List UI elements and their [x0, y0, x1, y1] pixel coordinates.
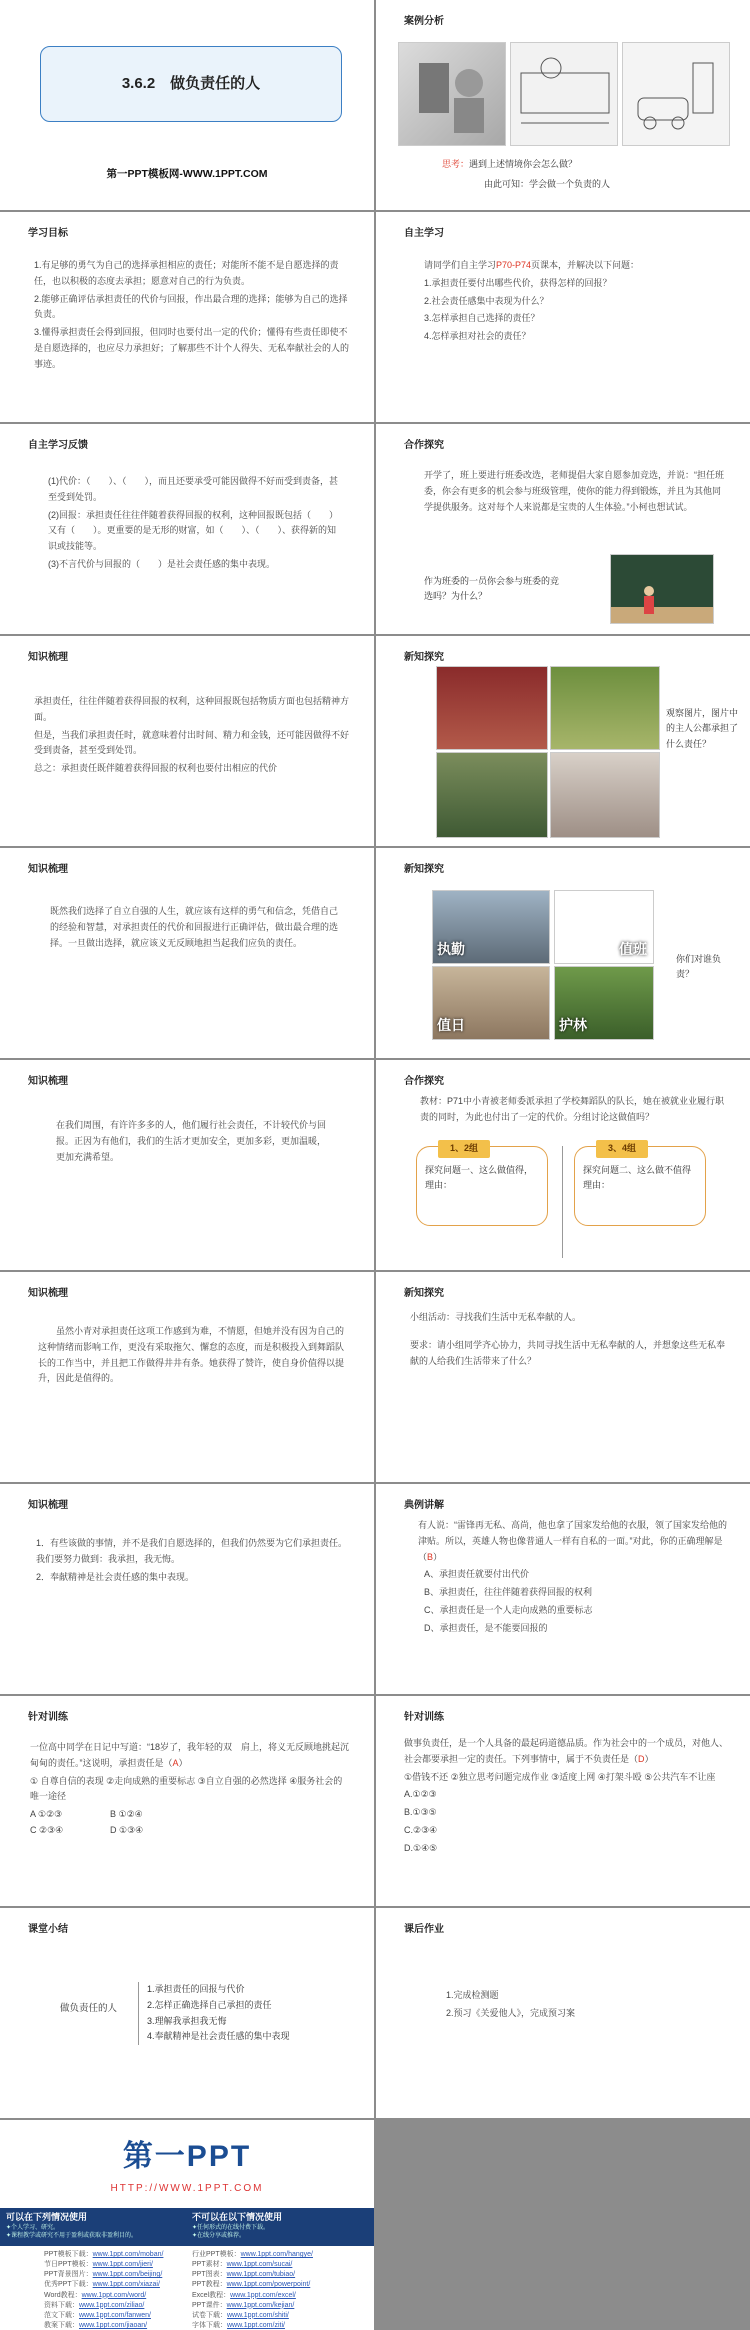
- cannot-use-item: ✦任何形式的在线付费下载。: [192, 2225, 270, 2231]
- option: D.①④⑤: [404, 1842, 438, 1853]
- link-label: PPT模板下载：: [44, 2251, 93, 2258]
- example-body: [418, 1518, 728, 1638]
- inquiry-question: 作为班委的一员你会参与班委的竞选吗？为什么？: [424, 576, 560, 602]
- slide-heading: 课堂小结: [28, 1924, 68, 1935]
- homework-item: 1.完成检测题: [446, 1990, 499, 2000]
- knowledge-paragraph: 承担责任，往往伴随着获得回报的权利，这种回报既包括物质方面也包括精神方面。: [34, 696, 350, 722]
- homework-item: 2.预习《关爱他人》，完成预习案: [446, 2007, 576, 2018]
- knowledge-body: [36, 1536, 350, 1587]
- link-url[interactable]: www.1ppt.com/powerpoint/: [226, 2281, 311, 2289]
- question-item: 3.怎样承担自己选择的责任？: [424, 313, 540, 324]
- links-right: [192, 2250, 313, 2330]
- slide-cooperative-inquiry-2: [376, 1060, 750, 1270]
- photo-duty: [432, 890, 550, 964]
- statement: ① 自尊自信的表现 ②走向成熟的重要标志 ③自立自强的必然选择 ④服务社会的唯一途径: [30, 1775, 343, 1802]
- slide-learning-goals: [0, 212, 374, 422]
- practice-question: [404, 1736, 730, 1768]
- option: B、承担责任，往往伴随着获得回报的权利: [424, 1587, 593, 1597]
- slide-heading: 知识梳理: [28, 1076, 68, 1087]
- option: A、承担责任就要付出代价: [424, 1569, 530, 1580]
- label-cleaning: 值日: [437, 1017, 465, 1034]
- slide-self-study: [376, 212, 750, 422]
- label-forest: 护林: [559, 1017, 587, 1034]
- link-label: 范文下载：: [44, 2311, 79, 2319]
- link-label: PPT背景图片：: [44, 2271, 93, 2279]
- summary-item: 3.理解我承担我无悔: [147, 2015, 227, 2026]
- activity-text: 小组活动：寻找我们生活中无私奉献的人。: [410, 1312, 582, 1322]
- logo-text: 第一PPT: [122, 2140, 252, 2173]
- link-label: PPT图表：: [192, 2271, 227, 2279]
- slide-practice-1: [0, 1696, 374, 1906]
- observe-question: 观察图片，图片中的主人公都承担了什么责任？: [666, 708, 739, 749]
- slide-heading: 新知探究: [404, 652, 444, 663]
- sketch-icon: [623, 43, 730, 146]
- intro-line: [424, 258, 726, 274]
- option: C ②③④: [30, 1824, 64, 1835]
- think-text: 遇到上述情境你会怎么做？: [469, 159, 578, 169]
- link-url[interactable]: www.1ppt.com/hangye/: [240, 2251, 313, 2258]
- slide-footer: [0, 2120, 374, 2330]
- feedback-body: [48, 474, 344, 575]
- link-row: [192, 2311, 313, 2321]
- knowledge-paragraph: 既然我们选择了自立自强的人生，就应该有这样的勇气和信念，凭借自己的经验和智慧，对承担责任的代价和回报进行正确评估，做出最合理的选择。一旦做出选择，就应该义无反顾地担当起我们应负的责任。: [50, 906, 339, 948]
- link-label: 优秀PPT下载：: [44, 2281, 93, 2289]
- link-row: [192, 2260, 313, 2270]
- photo-1: [436, 666, 548, 750]
- link-row: [44, 2321, 163, 2330]
- knowledge-paragraph: 2．奉献精神是社会责任感的集中表现。: [36, 1571, 195, 1582]
- slide-summary: [0, 1908, 374, 2118]
- knowledge-body: [50, 904, 338, 953]
- link-url[interactable]: www.1ppt.com/moban/: [92, 2251, 164, 2258]
- summary-list: [138, 1982, 290, 2045]
- goal-paragraph: 3.懂得承担责任会得到回报，但同时也要付出一定的代价；懂得有些责任即使不是自愿选择的，也应尽力承担好；了解那些不计个人得失、无私奉献社会的人的事迹。: [34, 327, 350, 369]
- self-study-body: [424, 258, 726, 347]
- case-image-1: [398, 42, 506, 146]
- slide-feedback: [0, 424, 374, 634]
- slide-knowledge-3: [0, 1060, 374, 1270]
- question-close: ）: [178, 1757, 188, 1768]
- homework-body: [446, 1988, 726, 2024]
- intro-pages: P70-P74: [496, 260, 532, 270]
- link-label: PPT课件：: [192, 2301, 227, 2309]
- scenario-paragraph: 开学了，班上要进行班委改选，老师提倡大家自愿参加竞选，并说：“担任班委，你会有更多的机会参与班级管理，使你的能力得到锻炼，并且为其他同学提供服务。这对每个人来说都是宝贵的人生体验。”小柯也想试试。: [424, 470, 724, 512]
- blackboard-image: [610, 554, 714, 624]
- inquiry-body: [424, 468, 728, 517]
- slide-heading: 知识梳理: [28, 1288, 68, 1299]
- goal-paragraph: 2.能够正确评估承担责任的代价与回报，作出最合理的选择；能够为自己的选择负责。: [34, 293, 348, 320]
- option: A.①②③: [404, 1789, 437, 1800]
- slide-heading: 针对训练: [28, 1712, 68, 1723]
- link-label: 资料下载：: [44, 2301, 79, 2309]
- slide-heading: 新知探究: [404, 1288, 444, 1299]
- link-row: [192, 2321, 313, 2330]
- can-use-heading: 可以在下列情况使用: [6, 2212, 88, 2222]
- link-label: Excel教程：: [192, 2291, 231, 2299]
- slide-new-knowledge-1: [376, 636, 750, 846]
- option: B.①③⑤: [404, 1807, 437, 1817]
- brand-logo: [0, 2134, 374, 2196]
- slide-knowledge-5: [0, 1484, 374, 1694]
- feedback-paragraph: (1)代价：（ ）、（ ），而且还要承受可能因做得不好而受到责备，甚至受到处罚。: [48, 476, 339, 502]
- can-use-list: [6, 2224, 137, 2241]
- photo-3: [436, 752, 548, 838]
- slide-heading: 知识梳理: [28, 1500, 68, 1511]
- slide-cooperative-inquiry: [376, 424, 750, 634]
- link-row: [192, 2291, 313, 2301]
- question-close: ）: [433, 1551, 443, 1562]
- responsibility-question: 你们对谁负责？: [676, 954, 722, 980]
- example-question: [418, 1518, 728, 1565]
- link-label: PPT教程：: [192, 2281, 227, 2289]
- question-one: 探究问题一、这么做值得，理由：: [425, 1165, 534, 1191]
- lesson-title: 3.6.2 做负责任的人: [121, 75, 261, 93]
- answer: A: [172, 1757, 179, 1768]
- statement: ①借钱不还 ②独立思考问题完成作业 ③适度上网 ④打架斗殴 ⑤公共汽车不让座: [404, 1771, 716, 1782]
- link-row: [192, 2301, 313, 2311]
- link-url[interactable]: www.1ppt.com/xiazai/: [92, 2281, 160, 2289]
- slide-heading: 合作探究: [404, 1076, 444, 1087]
- summary-item: 2.怎样正确选择自己承担的责任: [147, 1999, 272, 2010]
- slide-heading: 课后作业: [404, 1924, 444, 1935]
- think-label: 思考：: [442, 159, 470, 169]
- slide-heading: 典例讲解: [404, 1500, 444, 1511]
- knowledge-paragraph: 虽然小青对承担责任这项工作感到为难，不情愿，但她并没有因为自己的这种情绪而影响工作，更没有采取拖欠、懈怠的态度，而是积极投入到舞蹈队长的工作当中，并且把工作做得井井有条。她获得了赞许，使自身价值得以提升，因此是值得的。: [38, 1326, 345, 1384]
- link-url[interactable]: www.1ppt.com/excel/: [230, 2291, 296, 2299]
- knowledge-body: [56, 1118, 334, 1167]
- group-tag-2: 3、4组: [596, 1140, 648, 1158]
- practice-body: [30, 1740, 350, 1839]
- feedback-paragraph: (3)不言代价与回报的（ ）是社会责任感的集中表现。: [48, 558, 276, 569]
- divider: [562, 1146, 563, 1258]
- group-box-2: [574, 1146, 706, 1226]
- link-label: 试卷下载：: [192, 2311, 227, 2319]
- link-label: Word教程：: [44, 2291, 82, 2299]
- practice-question: [30, 1740, 350, 1772]
- sketch-icon: [511, 43, 618, 146]
- slide-heading: 学习目标: [28, 228, 68, 239]
- link-row: [192, 2280, 313, 2290]
- link-label: PPT素材：: [192, 2261, 227, 2269]
- knowledge-paragraph: 总之：承担责任既伴随着获得回报的权利也要付出相应的代价: [34, 763, 278, 773]
- activity-body: [410, 1310, 726, 1371]
- knowledge-paragraph: 但是，当我们承担责任时，就意味着付出时间、精力和金钱，还可能因做得不好受到责备，甚至受到处罚。: [34, 729, 350, 756]
- slide-homework: [376, 1908, 750, 2118]
- link-row: [44, 2270, 163, 2280]
- question-text: 有人说：“雷锋再无私、高尚，他也拿了国家发给他的衣服，领了国家发给他的津贴。所以，英雄人物也像普通人一样有自私的一面。”对此，你的正确理解是（: [418, 1520, 727, 1562]
- slide-heading: 自主学习: [404, 228, 444, 239]
- teacher-icon: [611, 555, 714, 624]
- slide-new-knowledge-2: [376, 848, 750, 1058]
- group-tag-1: 1、2组: [438, 1140, 490, 1158]
- question-two: 探究问题二、这么做不值得理由：: [583, 1165, 692, 1191]
- link-row: [192, 2250, 313, 2260]
- slide-heading: 知识梳理: [28, 652, 68, 663]
- group-box-1: [416, 1146, 548, 1226]
- link-url[interactable]: www.1ppt.com/word/: [81, 2291, 147, 2299]
- option: A ①②③: [30, 1809, 63, 1819]
- link-url[interactable]: www.1ppt.com/beijing/: [92, 2271, 163, 2279]
- question-item: 1.承担责任要付出哪些代价，获得怎样的回报？: [424, 277, 612, 288]
- inquiry-intro: [420, 1094, 732, 1128]
- cannot-use-list: [192, 2224, 269, 2241]
- think-line: [442, 158, 577, 172]
- link-url[interactable]: www.1ppt.com/sucai/: [226, 2261, 293, 2269]
- links-left: [44, 2250, 163, 2330]
- link-label: 行业PPT模板：: [192, 2251, 241, 2258]
- link-row: [44, 2280, 163, 2290]
- knowledge-paragraph: 在我们周围，有许许多多的人，他们履行社会责任，不计较代价与回报。正因为有他们，我们的生活才更加安全，更加多彩，更加温暖，更加充满希望。: [56, 1120, 327, 1162]
- link-url[interactable]: www.1ppt.com/shiti/: [227, 2311, 289, 2319]
- slide-example: [376, 1484, 750, 1694]
- knowledge-body: [38, 1324, 348, 1389]
- link-url[interactable]: www.1ppt.com/tubiao/: [226, 2271, 296, 2279]
- intro-post: 页课本，并解决以下问题：: [531, 260, 640, 270]
- link-url[interactable]: www.1ppt.com/jiaoan/: [79, 2321, 148, 2329]
- option: D、承担责任，是不能要回报的: [424, 1622, 548, 1633]
- link-label: 节日PPT模板：: [44, 2261, 93, 2269]
- conclusion-text: 由此可知：学会做一个负责的人: [484, 179, 611, 189]
- link-url[interactable]: www.1ppt.com/ziliao/: [79, 2301, 145, 2309]
- empty-cell: [376, 2120, 750, 2330]
- question-close: ）: [644, 1753, 654, 1764]
- option: B ①②④: [110, 1809, 143, 1819]
- slide-new-knowledge-3: [376, 1272, 750, 1482]
- slide-case-analysis: [376, 0, 750, 210]
- label-duty: 执勤: [437, 941, 465, 958]
- slide-heading: 知识梳理: [28, 864, 68, 875]
- question-item: 2.社会责任感集中表现为什么？: [424, 295, 549, 306]
- option: C、承担责任是一个人走向成熟的重要标志: [424, 1604, 593, 1615]
- photo-shift: [554, 890, 654, 964]
- question-text: 一位高中同学在日记中写道：“18岁了，我年轻的双 肩上，将义无反顾地挑起沉甸甸的责任。”这说明，承担责任是（: [30, 1742, 350, 1768]
- link-row: [192, 2270, 313, 2280]
- slide-knowledge-1: [0, 636, 374, 846]
- intro-pre: 请同学们自主学习: [424, 260, 497, 270]
- goal-paragraph: 1.有足够的勇气为自己的选择承担相应的责任；对能所不能不是自愿选择的责任，也以积极的态度去承担；愿意对自己的行为负责。: [34, 260, 339, 286]
- option: D ①③④: [110, 1824, 144, 1835]
- cannot-use-item: ✦在线分享或推荐。: [192, 2233, 246, 2240]
- link-row: [44, 2291, 163, 2301]
- link-url[interactable]: www.1ppt.com/kejian/: [226, 2301, 295, 2309]
- photo-cleaning: [432, 966, 550, 1040]
- case-image-3: [622, 42, 730, 146]
- logo-url: HTTP://WWW.1PPT.COM: [110, 2182, 264, 2194]
- request-text: 要求：请小组同学齐心协力，共同寻找生活中无私奉献的人，并想象这些无私奉献的人给我们生活带来了什么？: [410, 1339, 726, 1366]
- question-text: 做事负责任，是一个人具备的最起码道德品质。作为社会中的一个成员，对他人、社会都要承担一定的责任。下列事情中，属于不负责任是（: [404, 1738, 729, 1764]
- slide-heading: 新知探究: [404, 864, 444, 875]
- practice-body: [404, 1736, 730, 1858]
- summary-topic: 做负责任的人: [60, 2003, 118, 2014]
- option: C.②③④: [404, 1824, 438, 1835]
- answer: D: [638, 1753, 645, 1764]
- usage-banner: [0, 2208, 374, 2246]
- slide-knowledge-2: [0, 848, 374, 1058]
- can-use-item: ✦个人学习、研究。: [6, 2225, 60, 2231]
- summary-item: 4.奉献精神是社会责任感的集中表现: [147, 2031, 290, 2042]
- knowledge-paragraph: 1．有些该做的事情，并不是我们自愿选择的，但我们仍然要为它们承担责任。我们要努力做到：我承担，我无悔。: [36, 1538, 348, 1564]
- knowledge-body: [34, 694, 350, 779]
- slide-heading: 案例分析: [404, 16, 444, 27]
- link-url[interactable]: www.1ppt.com/jieri/: [92, 2261, 153, 2269]
- slide-heading: 自主学习反馈: [28, 440, 88, 451]
- intro-paragraph: 教材：P71中小青被老师委派承担了学校舞蹈队的队长，她在被就业业履行职责的同时，为此也付出了一定的代价。分组讨论这做值吗？: [420, 1096, 725, 1122]
- slide-heading: 合作探究: [404, 440, 444, 451]
- can-use-item: ✦课程教学或研究不用于盈利或获取非盈利目的。: [6, 2233, 138, 2240]
- summary-item: 1.承担责任的回报与代价: [147, 1984, 245, 1994]
- slide-practice-2: [376, 1696, 750, 1906]
- link-url[interactable]: www.1ppt.com/ziti/: [227, 2321, 285, 2329]
- slide-heading: 针对训练: [404, 1712, 444, 1723]
- link-url[interactable]: www.1ppt.com/fanwen/: [79, 2311, 151, 2319]
- feedback-paragraph: (2)回报：承担责任往往伴随着获得回报的权利，这种回报既包括（ ）又有（ ）。更重要的是无形的财富，如（ ）、（ ）、获得新的知识或技能等。: [48, 509, 339, 551]
- link-row: [44, 2260, 163, 2270]
- photo-2: [550, 666, 660, 750]
- link-label: 字体下载：: [192, 2321, 227, 2329]
- photo-4: [550, 752, 660, 838]
- case-image-2: [510, 42, 618, 146]
- link-row: [44, 2311, 163, 2321]
- link-label: 教案下载：: [44, 2321, 79, 2329]
- cannot-use-heading: 不可以在以下情况使用: [192, 2212, 283, 2222]
- option-grid: [30, 1807, 350, 1839]
- slide-title: [0, 0, 374, 210]
- title-box: [40, 46, 342, 122]
- answer: B: [427, 1551, 434, 1562]
- link-row: [44, 2250, 163, 2260]
- site-name: 第一PPT模板网-WWW.1PPT.COM: [106, 168, 268, 180]
- link-row: [44, 2301, 163, 2311]
- label-shift: 值班: [619, 941, 647, 958]
- question-item: 4.怎样承担对社会的责任？: [424, 331, 531, 341]
- photo-forest: [554, 966, 654, 1040]
- sketch-icon: [399, 43, 506, 146]
- goals-body: [34, 258, 350, 374]
- slide-knowledge-4: [0, 1272, 374, 1482]
